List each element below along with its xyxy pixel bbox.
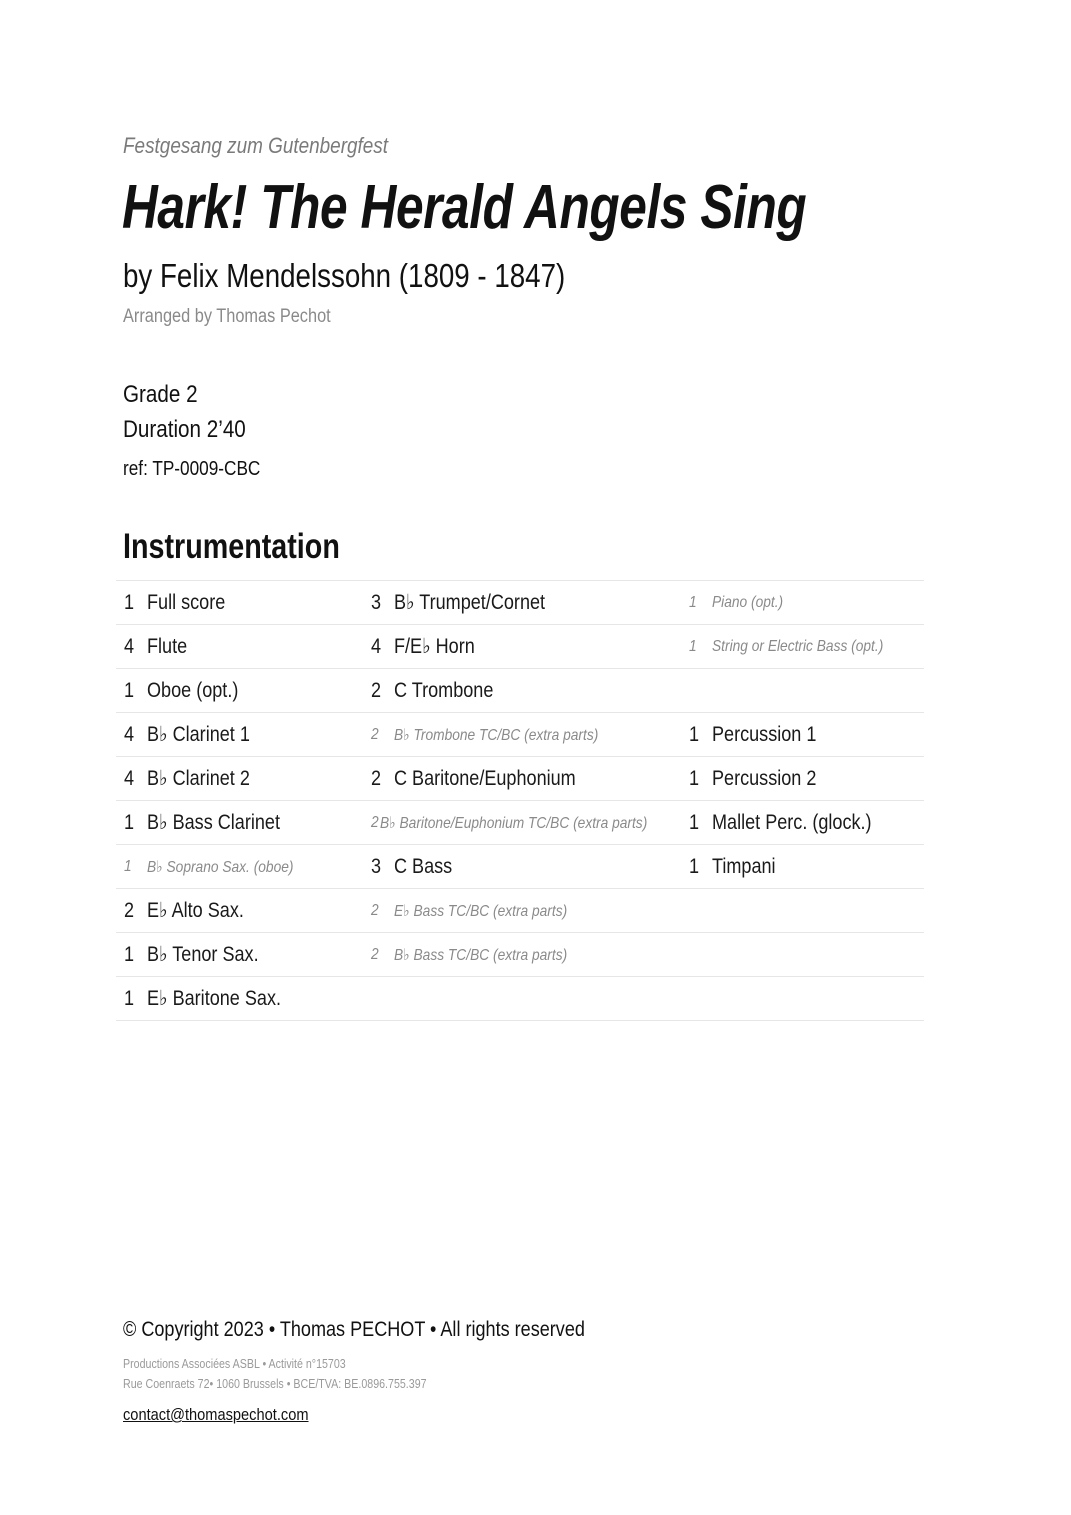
instrument-cell	[689, 889, 924, 932]
instrument-name: E♭ Baritone Sax.	[147, 987, 282, 1010]
work-subtitle: Festgesang zum Gutenbergfest	[123, 133, 389, 158]
instrument-cell	[124, 669, 364, 712]
instrument-cell	[689, 845, 924, 888]
instrument-name: B♭ Clarinet 2	[147, 767, 250, 790]
instrument-quantity: 4	[124, 722, 135, 746]
instrument-name: C Bass	[394, 854, 453, 878]
table-row	[116, 801, 924, 845]
instrument-name: Oboe (opt.)	[147, 678, 239, 702]
instrument-cell	[124, 845, 364, 888]
instrument-name: Percussion 1	[712, 722, 817, 746]
instrument-cell	[689, 625, 924, 668]
instrument-cell	[689, 933, 924, 976]
instrument-cell	[124, 625, 364, 668]
instrument-quantity: 1	[124, 857, 132, 875]
instrument-name: B♭ Bass Clarinet	[147, 811, 280, 834]
instrument-name: Timpani	[712, 854, 776, 878]
instrument-cell	[689, 669, 924, 712]
instrument-name: Flute	[147, 634, 188, 658]
instrument-quantity: 2	[371, 813, 379, 831]
table-row	[116, 713, 924, 757]
instrument-quantity: 4	[371, 634, 382, 658]
instrument-quantity: 2	[124, 898, 135, 922]
instrument-cell	[124, 977, 364, 1020]
instrument-name: Piano (opt.)	[712, 593, 784, 611]
contact-email-link[interactable]: contact@thomaspechot.com	[123, 1405, 309, 1424]
instrument-cell	[371, 933, 681, 976]
instrument-cell	[371, 889, 681, 932]
table-row	[116, 845, 924, 889]
instrument-cell	[124, 933, 364, 976]
instrument-cell	[689, 757, 924, 800]
instrument-name: B♭ Trumpet/Cornet	[394, 591, 546, 614]
page-title: Hark! The Herald Angels Sing	[122, 173, 807, 242]
instrumentation-heading: Instrumentation	[123, 527, 340, 566]
table-row	[116, 757, 924, 801]
instrument-cell	[371, 713, 681, 756]
instrument-quantity: 1	[124, 590, 135, 614]
table-row	[116, 581, 924, 625]
instrument-quantity: 4	[124, 634, 135, 658]
table-row	[116, 889, 924, 933]
instrument-cell	[371, 757, 681, 800]
arranger-line: Arranged by Thomas Pechot	[123, 306, 331, 327]
instrument-quantity: 4	[124, 766, 135, 790]
instrument-name: B♭ Baritone/Euphonium TC/BC (extra parts)	[379, 814, 648, 832]
instrument-cell	[124, 889, 364, 932]
instrument-quantity: 1	[689, 810, 700, 834]
instrument-name: C Baritone/Euphonium	[394, 766, 576, 790]
instrument-name: B♭ Soprano Sax. (oboe)	[147, 858, 294, 876]
instrument-cell	[124, 713, 364, 756]
instrument-name: B♭ Bass TC/BC (extra parts)	[394, 946, 568, 964]
table-row	[116, 933, 924, 977]
instrument-cell	[371, 845, 681, 888]
instrument-name: Percussion 2	[712, 766, 817, 790]
instrumentation-table	[116, 580, 924, 1021]
publisher-address: Rue Coenraets 72• 1060 Brussels • BCE/TVA: BE.0896.755.397	[123, 1376, 427, 1391]
instrument-quantity: 1	[689, 637, 697, 655]
instrument-cell	[371, 801, 681, 844]
table-row	[116, 669, 924, 713]
instrument-name: B♭ Clarinet 1	[147, 723, 250, 746]
reference-code: ref: TP-0009-CBC	[123, 458, 261, 480]
instrument-cell	[124, 581, 364, 624]
instrument-cell	[124, 801, 364, 844]
table-row	[116, 977, 924, 1021]
instrument-name: Mallet Perc. (glock.)	[712, 810, 872, 834]
instrument-cell	[689, 581, 924, 624]
publisher-info: Productions Associées ASBL • Activité n°15703	[123, 1356, 346, 1371]
instrument-cell	[689, 713, 924, 756]
instrument-quantity: 1	[689, 854, 700, 878]
instrument-cell	[689, 801, 924, 844]
instrument-cell	[371, 625, 681, 668]
instrument-quantity: 3	[371, 590, 382, 614]
instrument-quantity: 1	[689, 593, 697, 611]
instrument-cell	[371, 581, 681, 624]
instrument-quantity: 1	[689, 766, 700, 790]
instrument-cell	[689, 977, 924, 1020]
instrument-name: E♭ Bass TC/BC (extra parts)	[394, 902, 568, 920]
instrument-cell	[371, 977, 681, 1020]
instrument-name: B♭ Trombone TC/BC (extra parts)	[394, 726, 599, 744]
instrument-quantity: 2	[371, 766, 382, 790]
instrument-quantity: 1	[124, 678, 135, 702]
instrument-name: Full score	[147, 590, 226, 614]
grade-label: Grade 2	[123, 381, 198, 408]
instrument-name: F/E♭ Horn	[394, 635, 475, 658]
instrument-quantity: 1	[689, 722, 700, 746]
instrument-quantity: 1	[124, 810, 135, 834]
instrument-quantity: 2	[371, 725, 379, 743]
instrument-quantity: 1	[124, 986, 135, 1010]
instrument-name: C Trombone	[394, 678, 494, 702]
instrument-cell	[371, 669, 681, 712]
duration-label: Duration 2’40	[123, 416, 246, 443]
instrument-name: B♭ Tenor Sax.	[147, 943, 259, 966]
composer-line: by Felix Mendelssohn (1809 - 1847)	[123, 257, 566, 294]
instrument-quantity: 1	[124, 942, 135, 966]
instrument-quantity: 2	[371, 678, 382, 702]
instrument-quantity: 2	[371, 945, 379, 963]
instrument-quantity: 2	[371, 901, 379, 919]
copyright-line: © Copyright 2023 • Thomas PECHOT • All rights reserved	[123, 1318, 585, 1341]
table-row	[116, 625, 924, 669]
instrument-cell	[124, 757, 364, 800]
instrument-name: E♭ Alto Sax.	[147, 899, 244, 922]
instrument-quantity: 3	[371, 854, 382, 878]
instrument-name: String or Electric Bass (opt.)	[712, 637, 884, 655]
